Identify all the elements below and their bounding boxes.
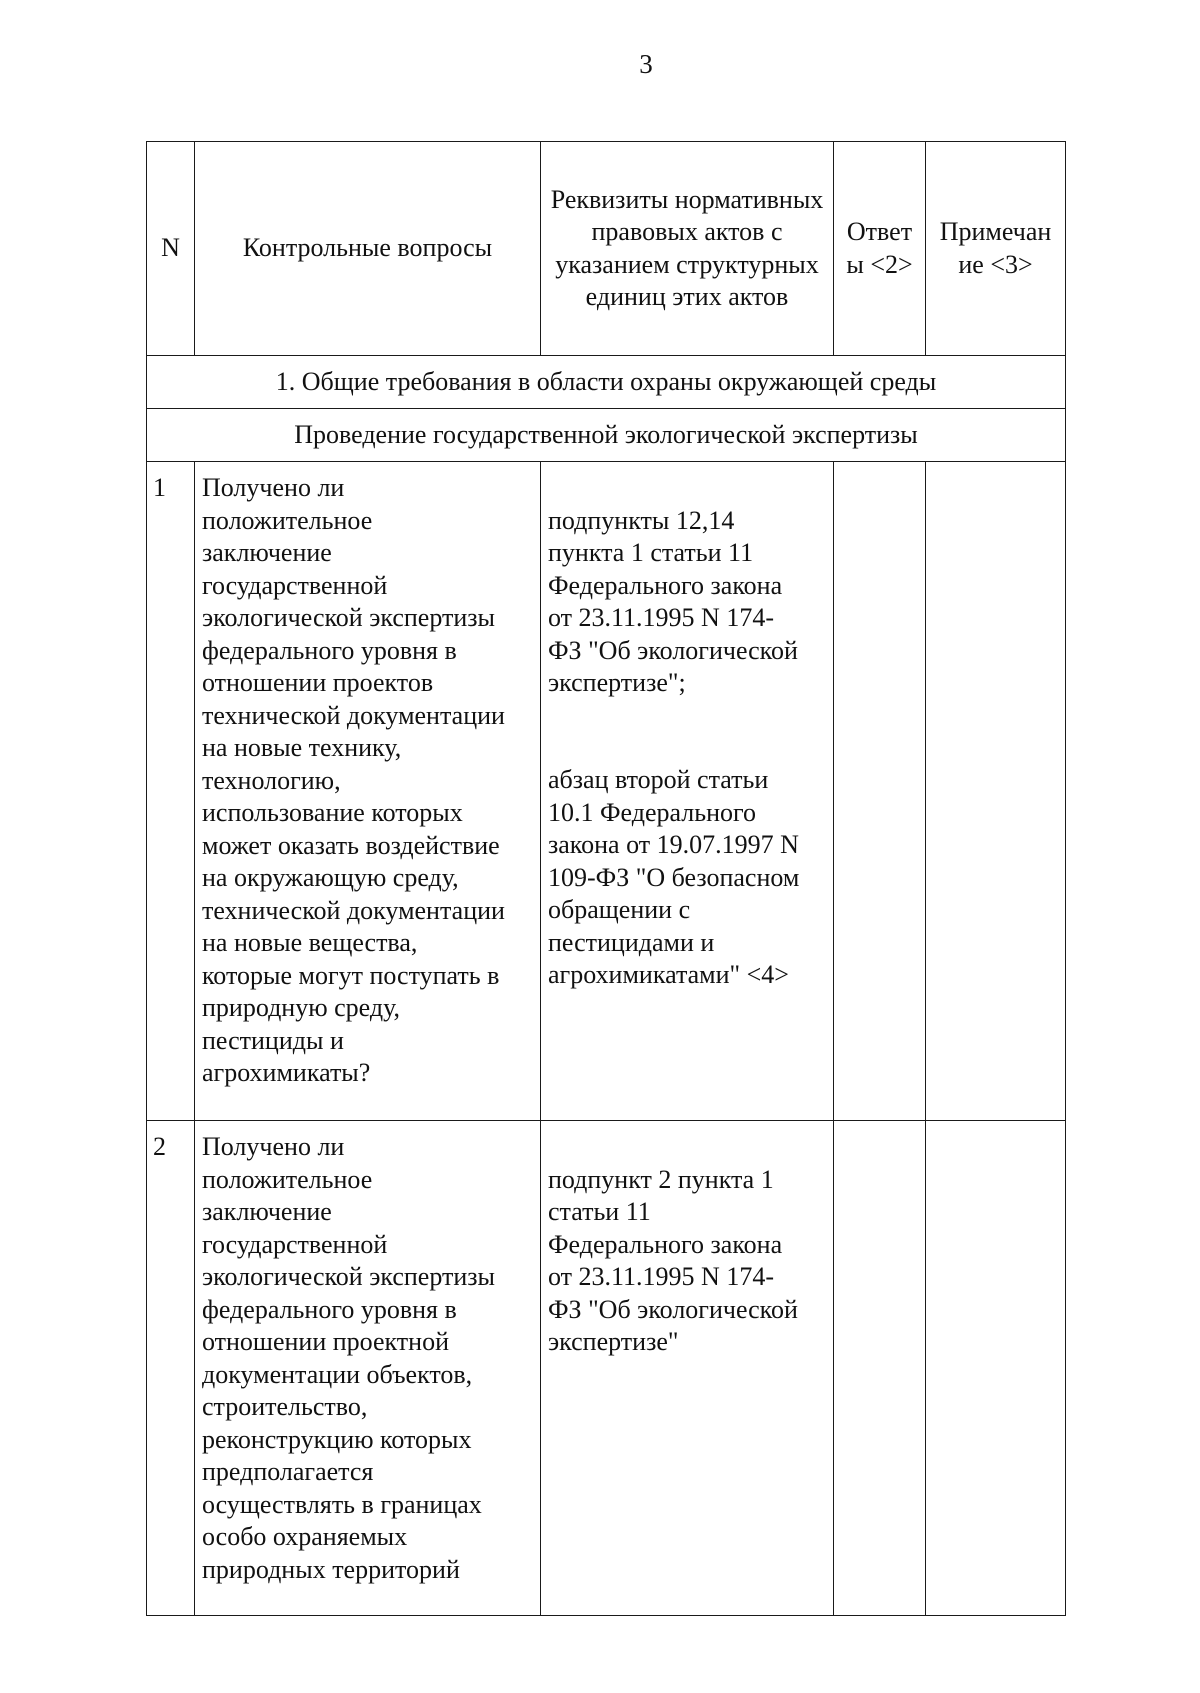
table-row [147,462,1066,1121]
header-questions: Контрольные вопросы [195,142,541,356]
section-row [147,356,1066,409]
row-note[interactable] [926,1121,1066,1616]
requisite-item: абзац второй статьи 10.1 Федерального закона от 19.07.1997 N 109-ФЗ "О безопасном обращении с пестицидами и агрохимикатами" <4> [548,765,800,989]
subsection-row [147,409,1066,462]
row-number: 2 [147,1121,195,1616]
row-note[interactable] [926,462,1066,1121]
header-requisites: Реквизиты нормативных правовых актов с указанием структурных единиц этих актов [541,142,834,356]
requisite-item: подпункты 12,14 пункта 1 статьи 11 Федерального закона от 23.11.1995 N 174- ФЗ "Об экологической экспертизе"; [548,505,798,697]
row-number: 1 [147,462,195,1121]
row-answer[interactable] [834,462,926,1121]
header-notes: Примечан ие <3> [926,142,1066,356]
row-question: Получено ли положительное заключение государственной экологической экспертизы федерального уровня в отношении проектов технической документации на новые технику, технологию, использование которых может оказать воздействие на окружающую среду, технической документации на новые вещества, которые могут поступать в природную среду, пестициды и агрохимикаты? [195,462,541,1121]
header-n: N [147,142,195,356]
row-answer[interactable] [834,1121,926,1616]
table-row [147,1121,1066,1616]
checklist-table [146,141,1066,1616]
table-header-row [147,142,1066,356]
header-answers: Ответ ы <2> [834,142,926,356]
row-question: Получено ли положительное заключение государственной экологической экспертизы федерального уровня в отношении проектной документации объектов, строительство, реконструкцию которых предполагается осуществлять в границах особо охраняемых природных территорий [195,1121,541,1616]
section-title: 1. Общие требования в области охраны окружающей среды [147,356,1066,409]
requisite-item: подпункт 2 пункта 1 статьи 11 Федерального закона от 23.11.1995 N 174- ФЗ "Об экологической экспертизе" [548,1164,798,1356]
subsection-title: Проведение государственной экологической экспертизы [147,409,1066,462]
page-number: 3 [639,49,653,79]
row-requisites [541,1121,834,1616]
row-requisites [541,462,834,1121]
